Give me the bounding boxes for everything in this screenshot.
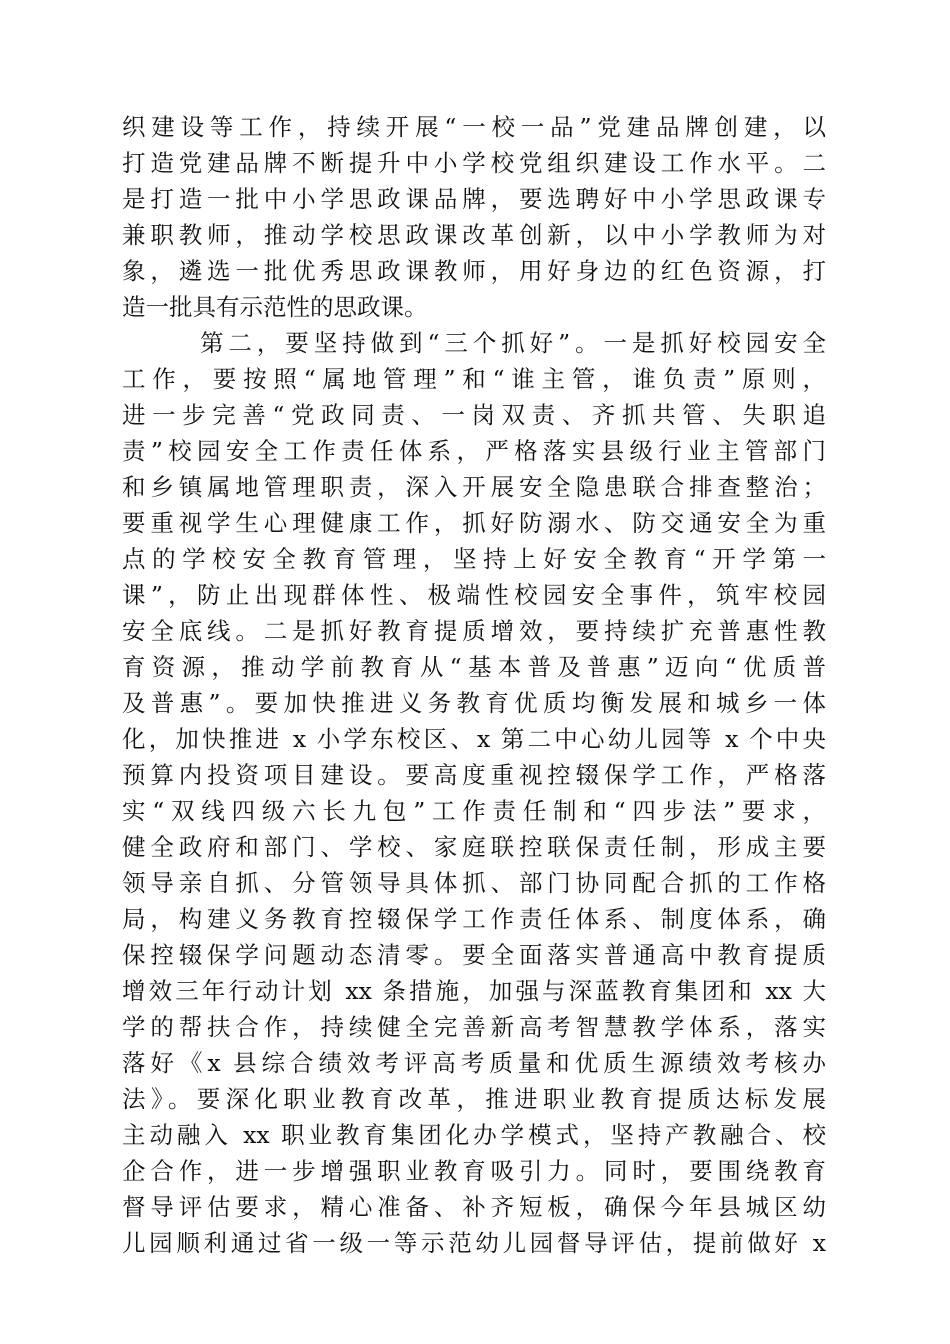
text-line: 第二，要坚持做到“三个抓好”。一是抓好校园安全: [200, 329, 826, 357]
text-line: 课”，防止出现群体性、极端性校园安全事件，筑牢校园: [122, 581, 826, 609]
text-line: 实“双线四级六长九包”工作责任制和“四步法”要求，: [122, 797, 826, 825]
text-line: 点的学校安全教育管理，坚持上好安全教育“开学第一: [122, 545, 826, 573]
text-line: 及普惠”。要加快推进义务教育优质均衡发展和城乡一体: [122, 689, 826, 717]
text-line: 督导评估要求，精心准备、补齐短板，确保今年县城区幼: [122, 1193, 826, 1221]
text-line: 增效三年行动计划 xx 条措施，加强与深蓝教育集团和 xx 大: [122, 977, 826, 1005]
text-line: 主动融入 xx 职业教育集团化办学模式，坚持产教融合、校: [122, 1121, 826, 1149]
text-line: 织建设等工作，持续开展“一校一品”党建品牌创建，以: [122, 113, 826, 141]
text-line: 局，构建义务教育控辍保学工作责任体系、制度体系，确: [122, 905, 826, 933]
text-line: 儿园顺利通过省一级一等示范幼儿园督导评估，提前做好 x: [122, 1229, 826, 1257]
text-line: 要重视学生心理健康工作，抓好防溺水、防交通安全为重: [122, 509, 826, 537]
document-page: [122, 109, 826, 1261]
text-line: 保控辍保学问题动态清零。要全面落实普通高中教育提质: [122, 941, 826, 969]
text-line: 造一批具有示范性的思政课。: [122, 293, 428, 321]
text-line: 安全底线。二是抓好教育提质增效，要持续扩充普惠性教: [122, 617, 826, 645]
text-line: 和乡镇属地管理职责，深入开展安全隐患联合排查整治；: [122, 473, 826, 501]
text-line: 领导亲自抓、分管领导具体抓、部门协同配合抓的工作格: [122, 869, 826, 897]
text-line: 工作，要按照“属地管理”和“谁主管，谁负责”原则，: [122, 365, 826, 393]
text-line: 法》。要深化职业教育改革，推进职业教育提质达标发展: [122, 1085, 826, 1113]
text-line: 进一步完善“党政同责、一岗双责、齐抓共管、失职追: [122, 401, 826, 429]
text-line: 是打造一批中小学思政课品牌，要选聘好中小学思政课专: [122, 185, 826, 213]
text-line: 企合作，进一步增强职业教育吸引力。同时，要围绕教育: [122, 1157, 826, 1185]
text-line: 健全政府和部门、学校、家庭联控联保责任制，形成主要: [122, 833, 826, 861]
text-line: 化，加快推进 x 小学东校区、x 第二中心幼儿园等 x 个中央: [122, 725, 826, 753]
text-line: 育资源，推动学前教育从“基本普及普惠”迈向“优质普: [122, 653, 826, 681]
text-line: 责”校园安全工作责任体系，严格落实县级行业主管部门: [122, 437, 826, 465]
text-line: 象，遴选一批优秀思政课教师，用好身边的红色资源，打: [122, 257, 826, 285]
text-line: 预算内投资项目建设。要高度重视控辍保学工作，严格落: [122, 761, 826, 789]
text-line: 兼职教师，推动学校思政课改革创新，以中小学教师为对: [122, 221, 826, 249]
text-line: 学的帮扶合作，持续健全完善新高考智慧教学体系，落实: [122, 1013, 826, 1041]
text-line: 落好《x 县综合绩效考评高考质量和优质生源绩效考核办: [122, 1049, 826, 1077]
text-line: 打造党建品牌不断提升中小学校党组织建设工作水平。二: [122, 149, 826, 177]
paragraph-party-building: [122, 109, 826, 325]
paragraph-three-good-grasps: [122, 325, 826, 1261]
